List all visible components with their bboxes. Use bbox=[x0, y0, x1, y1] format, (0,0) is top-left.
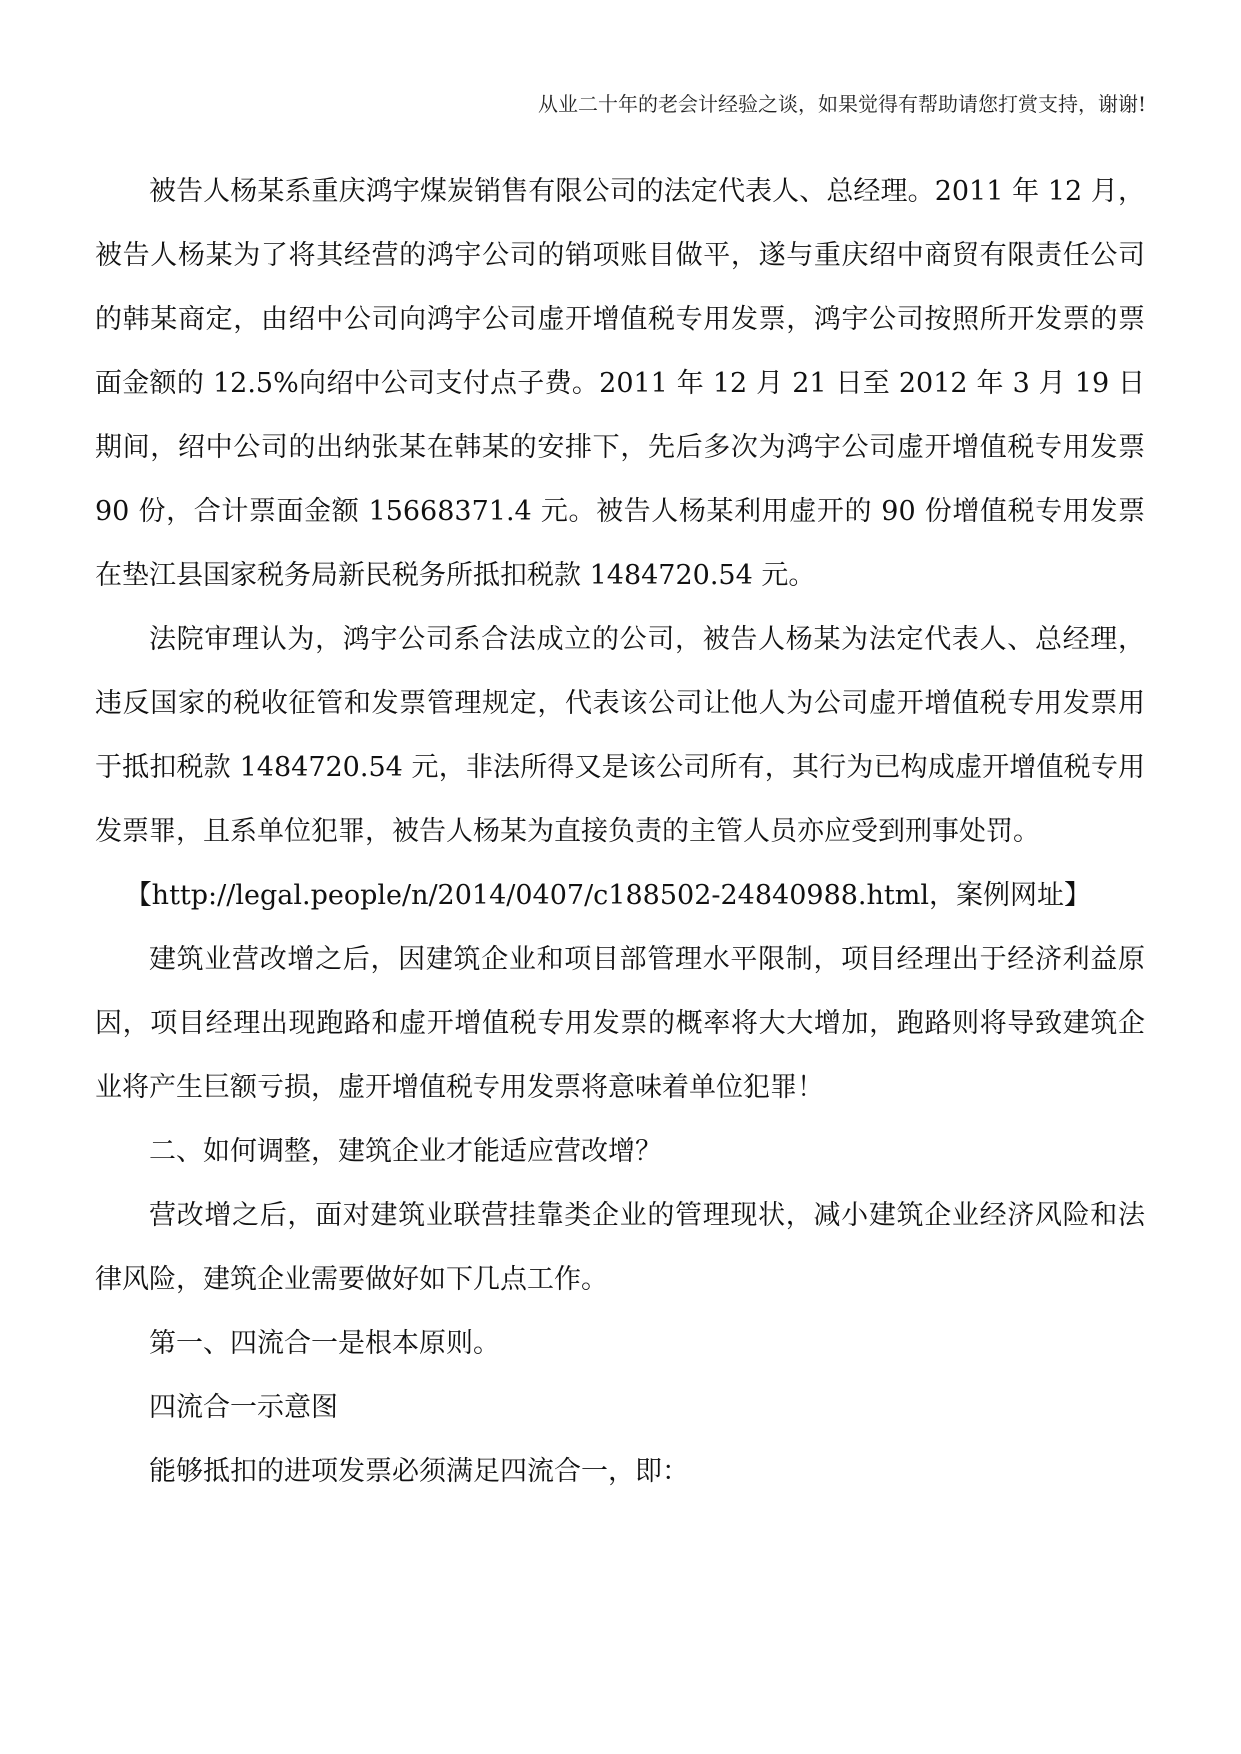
case-facts-paragraph: 被告人杨某系重庆鸿宇煤炭销售有限公司的法定代表人、总经理。2011 年 12 月，被告人杨某为了将其经营的鸿宇公司的销项账目做平，遂与重庆绍中商贸有限责任公司的韩某商定，由绍中公司向鸿宇公司虚开增值税专用发票，鸿宇公司按照所开发票的票面金额的 12.5%向绍中公司支付点子费。2011 年 12 月 21 日至 2012 年 3 月 19 日期间，绍中公司的出纳张某在韩某的安排下，先后多次为鸿宇公司虚开增值税专用发票 90 份，合计票面金额 15668371.4 元。被告人杨某利用虚开的 90 份增值税专用发票在垫江县国家税务局新民税务所抵扣税款 1484720.54 元。 bbox=[95, 176, 1145, 591]
diagram-caption: 四流合一示意图 bbox=[149, 1392, 338, 1423]
court-opinion-paragraph: 法院审理认为，鸿宇公司系合法成立的公司，被告人杨某为法定代表人、总经理，违反国家的税收征管和发票管理规定，代表该公司让他人为公司虚开增值税专用发票用于抵扣税款 1484720.54 元，非法所得又是该公司所有，其行为已构成虚开增值税专用发票罪，且系单位犯罪，被告人杨某为直接负责的主管人员亦应受到刑事处罚。 bbox=[95, 624, 1145, 847]
principle-heading: 第一、四流合一是根本原则。 bbox=[149, 1328, 500, 1359]
header-note: 从业二十年的老会计经验之谈，如果觉得有帮助请您打赏支持，谢谢! bbox=[537, 92, 1146, 116]
risk-analysis-paragraph: 建筑业营改增之后，因建筑企业和项目部管理水平限制，项目经理出于经济利益原因，项目经理出现跑路和虚开增值税专用发票的概率将大大增加，跑路则将导致建筑企业将产生巨额亏损，虚开增值税专用发票将意味着单位犯罪！ bbox=[95, 944, 1145, 1103]
section-intro-paragraph: 营改增之后，面对建筑业联营挂靠类企业的管理现状，减小建筑企业经济风险和法律风险，建筑企业需要做好如下几点工作。 bbox=[95, 1200, 1145, 1295]
condition-intro: 能够抵扣的进项发票必须满足四流合一，即： bbox=[149, 1456, 689, 1487]
case-url-paragraph: 【http://legal.people/n/2014/0407/c188502-24840988.html，案例网址】 bbox=[124, 880, 1091, 911]
document-body bbox=[95, 160, 1145, 1504]
section-heading: 二、如何调整，建筑企业才能适应营改增？ bbox=[149, 1136, 662, 1167]
